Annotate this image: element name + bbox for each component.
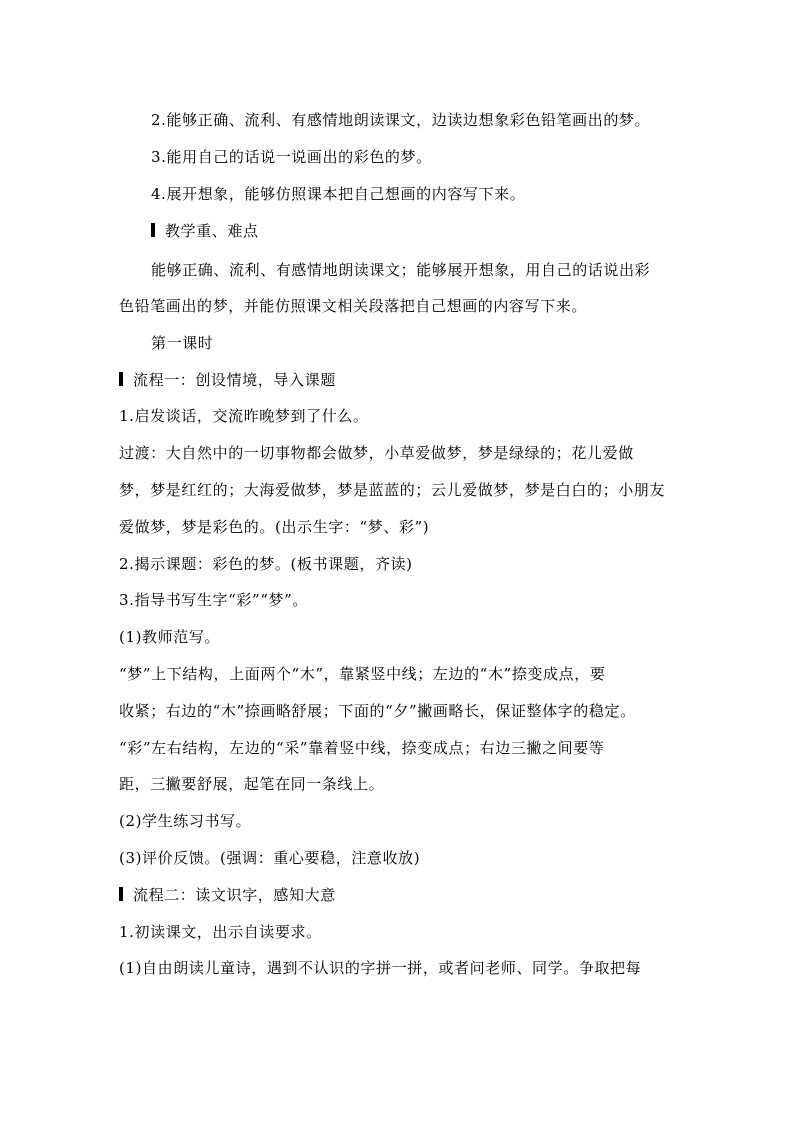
section-heading-key-points: 教学重、难点 (151, 221, 259, 241)
heading-marker-icon (151, 223, 155, 237)
sub-step-1: (1)教师范写。 (119, 628, 221, 646)
objective-2: 2.能够正确、流利、有感情地朗读课文，边读边想象彩色铅笔画出的梦。 (151, 111, 651, 129)
step-1: 1.启发谈话，交流昨晚梦到了什么。 (119, 407, 369, 425)
section-heading-process-1: 流程一：创设情境，导入课题 (119, 370, 336, 390)
meng-guide-line-2: 收紧；右边的“木”捺画略舒展；下面的“夕”撇画略长，保证整体字的稳定。 (119, 702, 636, 720)
key-points-paragraph-line-2: 色铅笔画出的梦，并能仿照课文相关段落把自己想画的内容写下来。 (119, 297, 588, 315)
objective-3: 3.能用自己的话说一说画出的彩色的梦。 (151, 148, 432, 166)
sub-step-2: (2)学生练习书写。 (119, 812, 252, 830)
transition-line-3: 爱做梦，梦是彩色的。(出示生字：“梦、彩”) (119, 518, 430, 536)
reading-sub-step-1: (1)自由朗读儿童诗，遇到不认识的字拼一拼，或者问老师、同学。争取把每 (119, 959, 642, 977)
heading-marker-icon (119, 887, 123, 901)
objective-4: 4.展开想象，能够仿照课本把自己想画的内容写下来。 (151, 185, 526, 203)
reading-step-1: 1.初读课文，出示自读要求。 (119, 923, 322, 941)
step-3: 3.指导书写生字“彩”“梦”。 (119, 591, 308, 609)
cai-guide-line-2: 距，三撇要舒展，起笔在同一条线上。 (119, 775, 385, 793)
meng-guide-line-1: “梦”上下结构，上面两个“木”，靠紧竖中线；左边的“木”捺变成点，要 (119, 665, 606, 683)
sub-step-3: (3)评价反馈。(强调：重心要稳，注意收放) (119, 849, 421, 867)
step-2: 2.揭示课题：彩色的梦。(板书课题，齐读) (119, 555, 413, 573)
section-heading-process-2: 流程二：读文识字，感知大意 (119, 885, 336, 905)
transition-line-1: 过渡：大自然中的一切事物都会做梦，小草爱做梦，梦是绿绿的；花儿爱做 (119, 444, 634, 462)
transition-line-2: 梦，梦是红红的；大海爱做梦，梦是蓝蓝的；云儿爱做梦，梦是白白的；小朋友 (119, 481, 666, 499)
lesson-title: 第一课时 (151, 334, 214, 352)
cai-guide-line-1: “彩”左右结构，左边的“采”靠着竖中线，捺变成点；右边三撇之间要等 (119, 739, 605, 757)
heading-marker-icon (119, 372, 123, 386)
key-points-paragraph-line-1: 能够正确、流利、有感情地朗读课文；能够展开想象，用自己的话说出彩 (151, 261, 651, 279)
